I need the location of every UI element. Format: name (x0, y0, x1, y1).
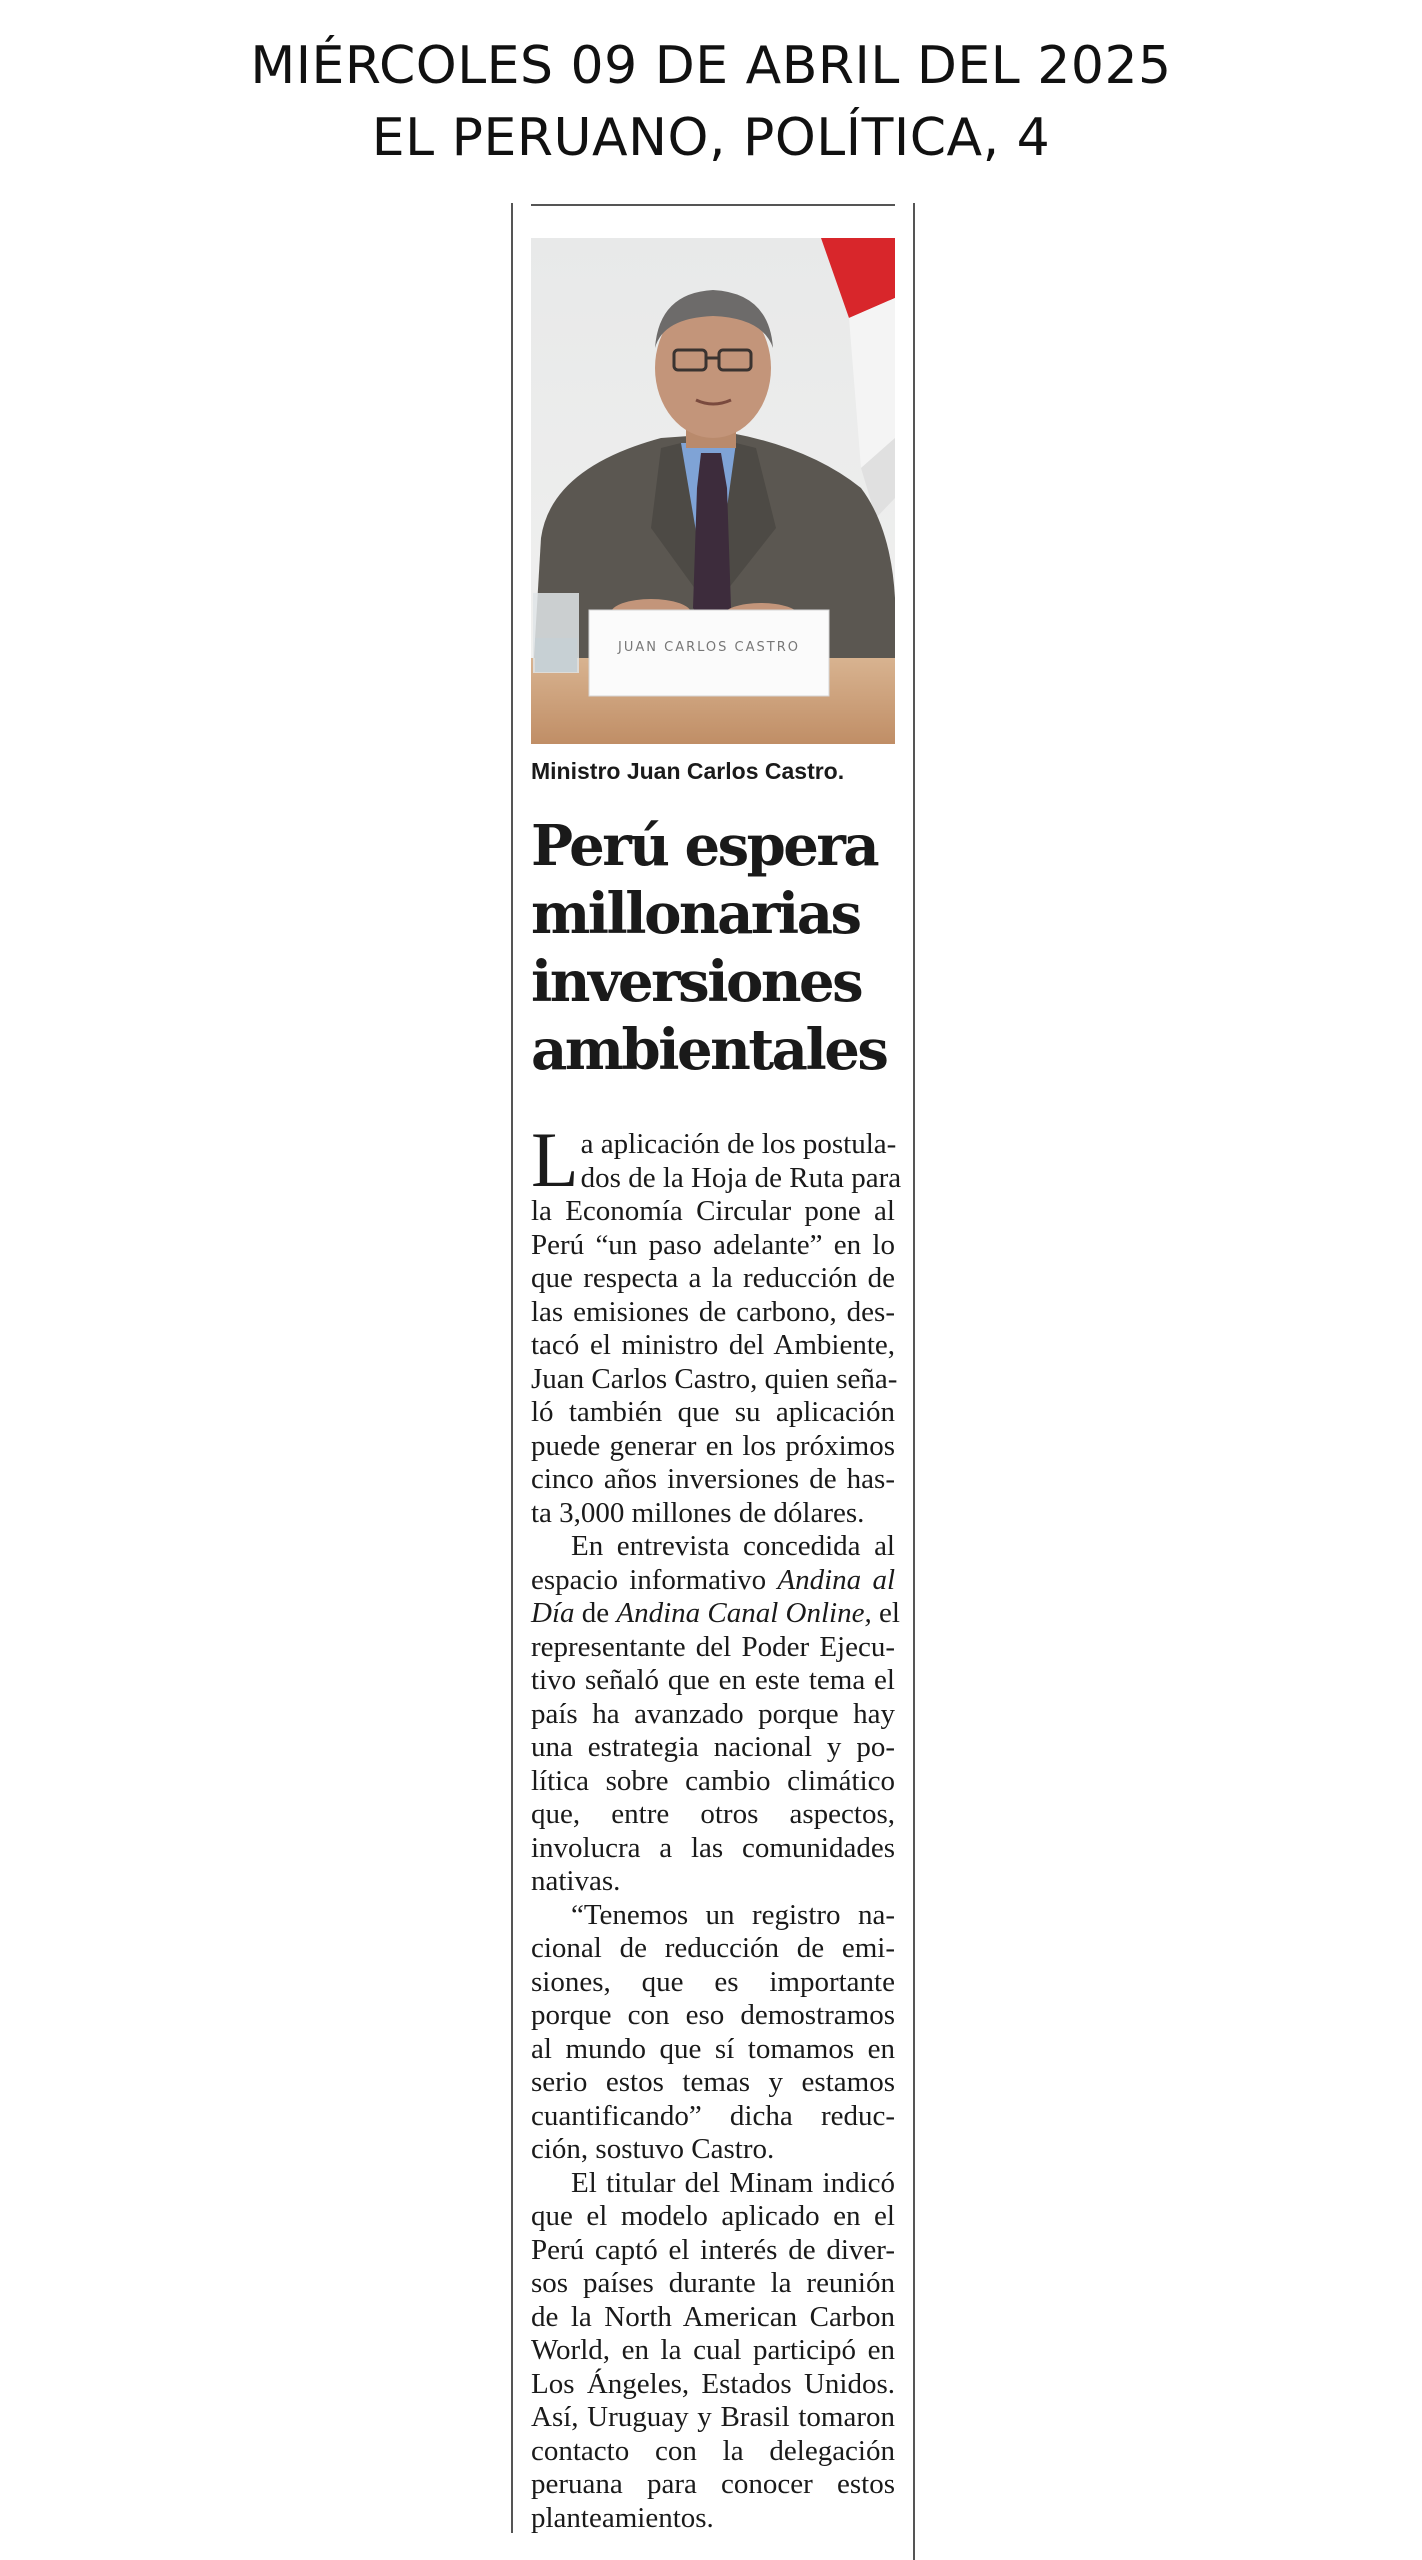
channel-name: Andina Canal Online, (616, 1597, 872, 1629)
paragraph-3 (531, 1899, 895, 2167)
body-line: Los Ángeles, Estados Unidos. (531, 2367, 895, 2400)
header-source: EL PERUANO, POLÍTICA, 4 (371, 108, 1051, 168)
program-name: Día (531, 1597, 575, 1629)
body-line: que, entre otros aspectos, (531, 1798, 895, 1830)
body-line: involucra a las comunidades (531, 1831, 895, 1864)
body-line: representante del Poder Ejecu- (531, 1630, 895, 1663)
body-line: sos países durante la reunión (531, 2267, 895, 2299)
body-line: El titular del Minam indicó (571, 2166, 895, 2199)
body-line: tacó el ministro del Ambiente, (531, 1329, 895, 1361)
body-line: que el modelo aplicado en el (531, 2200, 895, 2232)
body-line: la Economía Circular pone al (531, 1195, 895, 1227)
body-line: las emisiones de carbono, des- (531, 1295, 895, 1328)
body-line: cuantificando” dicha reduc- (531, 2099, 895, 2132)
body-line: ción, sostuvo Castro. (531, 2133, 775, 2165)
paragraph-2 (531, 1530, 900, 1899)
body-line: lítica sobre cambio climático (531, 1764, 895, 1797)
column-rule-left (511, 203, 513, 2533)
body-line: país ha avanzado porque hay (531, 1697, 895, 1730)
body-line: serio estos temas y estamos (531, 2066, 895, 2098)
body-line: una estrategia nacional y po- (531, 1731, 895, 1763)
article-column (531, 238, 902, 2535)
body-line: porque con eso demostramos (531, 1999, 895, 2031)
headline-line: Perú espera (531, 813, 878, 879)
body-line (531, 1564, 895, 1598)
body-line: peruana para conocer estos (531, 2468, 895, 2500)
headline-line: inversiones (531, 949, 862, 1015)
body-line: ta 3,000 millones de dólares. (531, 1496, 865, 1529)
body-line: World, en la cual participó en (531, 2334, 895, 2366)
headline-line: millonarias (531, 881, 860, 947)
body-line: a aplicación de los postula- (580, 1128, 897, 1160)
body-line: de la North American Carbon (531, 2300, 895, 2333)
body-line: Perú captó el interés de diver- (531, 2233, 895, 2266)
body-line: puede generar en los próximos (531, 1429, 895, 1462)
article-body (531, 1116, 902, 2535)
body-line: nativas. (531, 1865, 621, 1897)
minister-photo (531, 238, 895, 744)
paragraph-1 (531, 1116, 902, 1530)
headline-line: ambientales (531, 1017, 887, 1083)
program-name: Andina al (777, 1563, 895, 1596)
body-line: Así, Uruguay y Brasil tomaron (531, 2401, 895, 2433)
body-line: “Tenemos un registro na- (571, 1898, 895, 1931)
body-line: al mundo que sí tomamos en (531, 2032, 895, 2065)
column-rule-top (531, 204, 895, 206)
body-text: de (574, 1597, 617, 1629)
column-rule-right (913, 203, 915, 2560)
body-line: contacto con la delegación (531, 2434, 895, 2467)
body-line: siones, que es importante (531, 1965, 895, 1998)
body-line: Juan Carlos Castro, quien seña- (531, 1362, 898, 1395)
page-header (0, 30, 1422, 174)
body-line: Perú “un paso adelante” en lo (531, 1228, 895, 1261)
body-text: el (871, 1597, 900, 1629)
article-headline (531, 812, 895, 1084)
photo-caption: Ministro Juan Carlos Castro. (531, 758, 845, 784)
body-line: cional de reducción de emi- (531, 1932, 895, 1964)
body-line: dos de la Hoja de Ruta para (580, 1161, 902, 1194)
paragraph-4 (531, 2167, 895, 2536)
body-line: que respecta a la reducción de (531, 1262, 895, 1294)
body-line: En entrevista concedida al (571, 1530, 895, 1562)
body-line: ló también que su aplicación (531, 1396, 895, 1428)
header-date: MIÉRCOLES 09 DE ABRIL DEL 2025 (250, 36, 1172, 96)
body-line: cinco años inversiones de has- (531, 1463, 895, 1495)
body-line: tivo señaló que en este tema el (531, 1664, 895, 1696)
drop-cap: L (531, 1116, 579, 1203)
nameplate-text: JUAN CARLOS CASTRO (618, 640, 800, 655)
body-line: planteamientos. (531, 2501, 714, 2534)
body-text: espacio informativo (531, 1563, 778, 1596)
body-line (531, 1597, 900, 1631)
